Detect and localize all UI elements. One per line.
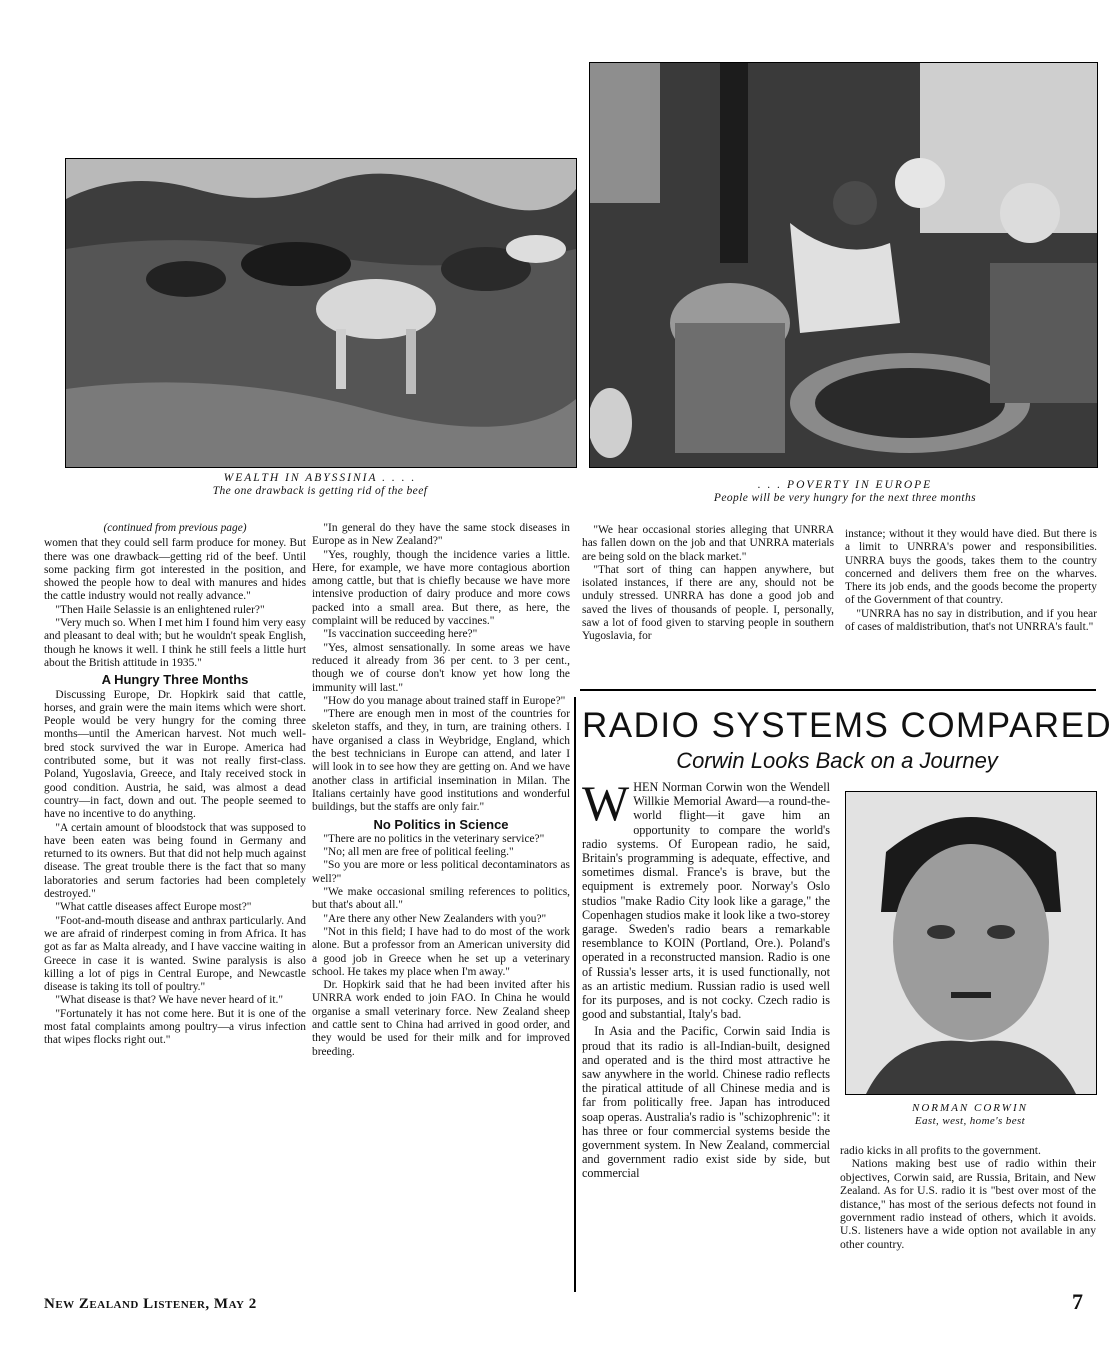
paragraph: "Fortunately it has not come here. But it is one of the most fatal complaints among poultry—a virus infection that wipes flocks right out." <box>44 1007 306 1047</box>
paragraph: Dr. Hopkirk said that he had been invited after his UNRRA work ended to join FAO. In China he would organise a small veterinary force. New Zealand sheep and cattle sent to China had arrived in good order, and they would be used for their milk and for improved breeding. <box>312 979 570 1058</box>
paragraph: "Then Haile Selassie is an enlightened ruler?" <box>55 603 265 616</box>
abyssinia-caption-text: The one drawback is getting rid of the beef <box>212 485 428 497</box>
radio-subhead: Corwin Looks Back on a Journey <box>676 748 998 773</box>
paragraph: "That sort of thing can happen anywhere, but isolated instances, if there are any, should not be unduly stressed. UNRRA has done a good job and saved the lives of thousands of people. I, personally, saw a lot of food given to starving people in southern Yugoslavia, for <box>582 563 834 643</box>
paragraph: "No; all men are free of political feeling." <box>323 846 514 859</box>
paragraph: women that they could sell farm produce for money. But there was one drawback—getting rid of the beef. Until some packing firm got interested in the position, and showed the people how to deal with manures and hides the cattle industry would not really advance." <box>44 537 306 603</box>
paragraph: "So you are more or less political decontaminators as well?" <box>312 859 570 885</box>
paragraph: "How do you manage about trained staff in Europe?" <box>323 694 566 707</box>
paragraph: "Not in this field; I have had to do most of the work alone. But a professor from an American university did a good job in Greece when he set up a veterinary school. He takes my place when I'm away." <box>312 925 570 978</box>
paragraph: "What disease is that? We have never heard of it." <box>55 994 284 1007</box>
drop-cap: W <box>582 775 630 831</box>
column-rule <box>574 697 576 1292</box>
europe-caption <box>650 479 1040 505</box>
article-column-4 <box>845 528 1097 634</box>
paragraph: Discussing Europe, Dr. Hopkirk said that cattle, horses, and grain were the main items which were short. People would be very hungry for the coming three months—until the American harvest. Not much well-bred stock survived the war in Europe. America had contributed some, but it was not really first-class. Poland, Yugoslavia, Greece, and Italy received stock in good condition. Austria, he said, was almost a dead country—in fact, down and out. The people seemed to have no incentive to do anything. <box>44 688 306 821</box>
paragraph: "Is vaccination succeeding here?" <box>323 628 478 641</box>
article-column-2 <box>312 522 570 1059</box>
article-column-1 <box>44 522 306 1048</box>
page-number: 7 <box>1072 1289 1083 1314</box>
corwin-caption-title: NORMAN CORWIN <box>912 1102 1028 1114</box>
paragraph: "Yes, roughly, though the incidence varies a little. Here, for example, we have more contagious abortion among cattle, but that is chiefly because we have more intensive production of dairy produce and more cows packed into a small area. But there, as here, the complaint will be reduced by vaccines." <box>312 548 570 628</box>
paragraph: "We make occasional smiling references to politics, but that's about all." <box>312 886 570 912</box>
paragraph: Nations making best use of radio within their objectives, Corwin said, are Russia, Britain, and New Zealand. As for U.S. radio it is "best over most of the distance," has most of the serious defects not found in government radio instead of others, which it avoids. U.S. listeners have a wide option not available in any other country. <box>840 1157 1096 1251</box>
paragraph: "There are no politics in the veterinary service?" <box>323 832 545 845</box>
norman-corwin-portrait <box>845 791 1097 1095</box>
paragraph: In Asia and the Pacific, Corwin said India is proud that its radio is all-Indian-built, designed and operated and is the third most attractive he saw anywhere in the world. Chinese radio reflects the piratical attitude of all Chinese media and is far from politically free. Japan has introduced soap operas. Australia's radio is "schizophrenic": it has three or four commercial systems beside the government system. In New Zealand, commercial and government radio exist side by side, but commercial <box>582 1024 830 1181</box>
section-divider <box>580 689 1096 691</box>
corwin-caption-text: East, west, home's best <box>914 1115 1026 1127</box>
paragraph: "Are there any other New Zealanders with you?" <box>323 912 547 925</box>
paragraph: radio kicks in all profits to the government. <box>840 1144 1041 1157</box>
article-column-3 <box>582 524 834 644</box>
radio-headline: RADIO SYSTEMS COMPARED <box>582 706 1113 745</box>
radio-column-1 <box>582 775 830 1181</box>
subheading-hungry-three-months: A Hungry Three Months <box>101 672 249 688</box>
corwin-caption <box>852 1102 1088 1128</box>
europe-poverty-photo <box>589 62 1098 468</box>
continued-note: (continued from previous page) <box>103 522 247 534</box>
abyssinia-caption <box>140 472 500 498</box>
paragraph: "Yes, almost sensationally. In some areas we have reduced it already from 36 per cent. to 3 per cent., though we of course don't know yet how long the immunity will last." <box>312 641 570 694</box>
radio-column-2 <box>840 1144 1096 1251</box>
abyssinia-cattle-photo <box>65 158 577 468</box>
paragraph: "There are enough men in most of the countries for skeleton staffs, and they, in turn, are training others. I have organised a class in Weybridge, England, which the best technicians in Europe can attend, and later I will look in to see how they are getting on. And we have another class in artificial insemination in Milan. The Italians certainly have good institutions and wonderful buildings, but the staffs are only fair." <box>312 708 570 814</box>
subheading-no-politics: No Politics in Science <box>373 816 509 832</box>
paragraph <box>582 775 830 1022</box>
paragraph: instance; without it they would have died. But there is a limit to UNRRA's power and responsibilities. UNRRA buys the goods, takes them to the country concerned and delivers them free on the wharves. There its job ends, and the goods become the property of the Government of that country. <box>845 528 1097 607</box>
masthead-footer: New Zealand Listener, May 2 <box>44 1296 257 1312</box>
paragraph: "What cattle diseases affect Europe most?" <box>55 901 252 914</box>
radio-lead-text: HEN Norman Corwin won the Wendell Willkie Memorial Award—a round-the-world flight—it gave him an opportunity to compare the world's radio systems. Of European radio, he said, Britain's programming is adequate, effective, and sometimes dismal. France's is brave, but the equipment is extremely poor. Norway's Oslo studios "make Radio City look like a garage," the Copenhagen studios make it look like a two-storey garage. Sweden's radio bears a remarkable resemblance to KOIN (Portland, Ore.). Poland's operated in a reconstructed mansion. Radio is one of Russia's lesser arts, it is used functionally, not as an artistic medium. Russian radio is used well for its purposes, and is not cocky. Czech radio is good and substantial, Italy's bad. <box>582 780 830 1022</box>
europe-caption-text: People will be very hungry for the next three months <box>713 492 977 504</box>
paragraph: "We hear occasional stories alleging that UNRRA has fallen down on the job and that UNRRA materials are being sold on the black market." <box>582 524 834 563</box>
paragraph: "In general do they have the same stock diseases in Europe as in New Zealand?" <box>312 522 570 548</box>
paragraph: "A certain amount of bloodstock that was supposed to have been eaten was being found in Germany and returned to its owners. But that did not help much against disease. The great trouble there is the fact that so many laboratories and serum factories had been completely destroyed." <box>44 821 306 901</box>
europe-caption-title: . . . POVERTY IN EUROPE <box>757 479 933 491</box>
abyssinia-caption-title: WEALTH IN ABYSSINIA . . . . <box>223 472 417 484</box>
paragraph: "UNRRA has no say in distribution, and if you hear of cases of maldistribution, that's not UNRRA's fault." <box>845 607 1097 634</box>
paragraph: "Foot-and-mouth disease and anthrax particularly. And we are afraid of rinderpest coming in from Africa. It has got as far as Malta already, and I have vaccine waiting in Greece in case it is wanted. Swine paralysis is also killing a lot of pigs in Central Europe, and Newcastle disease is taking its toll of poultry." <box>44 914 306 994</box>
paragraph: "Very much so. When I met him I found him very easy and pleasant to deal with; but he wouldn't speak English, though he knows it well. I think he still feels a little hurt about the British attitude in 1935." <box>44 617 306 669</box>
